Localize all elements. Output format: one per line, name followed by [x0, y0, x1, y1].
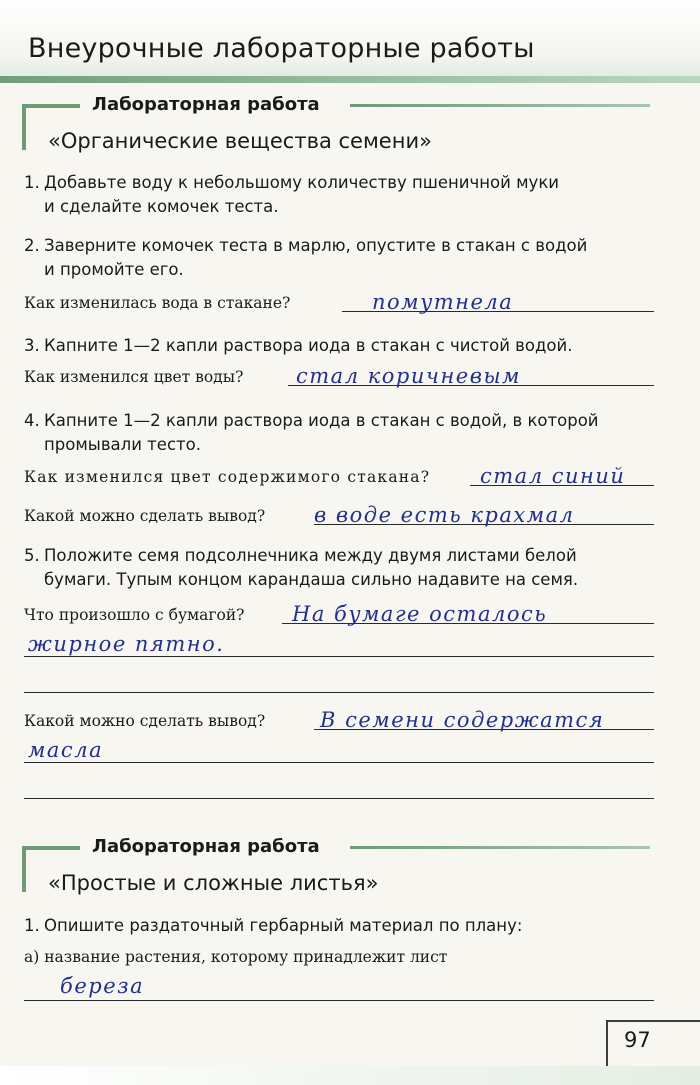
lab1-task-3	[24, 334, 656, 358]
answer-line-full	[24, 692, 654, 693]
lab1-rule	[350, 104, 650, 107]
answer-line-full	[24, 1000, 654, 1001]
lab1-bracket-horizontal	[22, 104, 80, 108]
lab1-label: Лабораторная работа	[92, 94, 320, 115]
question-text: Что произошло с бумагой?	[24, 606, 245, 624]
task-number: 4.	[24, 411, 40, 430]
lab2-task-1	[24, 914, 656, 938]
answer-line-full	[24, 762, 654, 763]
lab1-question-6	[24, 706, 654, 734]
handwritten-answer-cont: масла	[28, 738, 104, 762]
task-text: Опишите раздаточный гербарный материал по плану:	[44, 916, 523, 935]
task-text: Заверните комочек теста в марлю, опустите в стакан с водой	[44, 236, 588, 255]
answer-line-full	[24, 656, 654, 657]
question-text: Какой можно сделать вывод?	[24, 712, 266, 730]
lab2-subitem-a	[24, 942, 654, 970]
lab1-question-3	[24, 462, 654, 490]
handwritten-answer: помутнела	[372, 290, 514, 314]
task-text: Добавьте воду к небольшому количеству пшеничной муки	[44, 173, 560, 192]
lab1-title: «Органические вещества семени»	[48, 129, 432, 153]
page-number-box	[606, 1020, 700, 1068]
question-text: а) название растения, которому принадлежит лист	[24, 948, 448, 966]
header-rule	[0, 76, 700, 83]
handwritten-answer: стал синий	[480, 464, 626, 488]
task-number: 5.	[24, 546, 40, 565]
lab1-task-2	[24, 234, 656, 282]
handwritten-answer: стал коричневым	[296, 364, 521, 388]
question-text: Как изменилась вода в стакане?	[24, 294, 291, 312]
task-text-cont: и промойте его.	[44, 260, 184, 279]
task-number: 2.	[24, 236, 40, 255]
question-text: Какой можно сделать вывод?	[24, 507, 266, 525]
lab2-bracket-horizontal	[22, 846, 80, 850]
page-title: Внеурочные лабораторные работы	[28, 33, 535, 64]
handwritten-answer: береза	[60, 974, 145, 998]
task-number: 3.	[24, 336, 40, 355]
lab1-question-5	[24, 600, 654, 628]
task-text-cont: и сделайте комочек теста.	[44, 197, 279, 216]
lab1-question-1	[24, 288, 654, 316]
lab1-question-4	[24, 501, 654, 529]
page-header	[0, 0, 700, 80]
footer-band	[0, 1066, 700, 1085]
page-number: 97	[624, 1028, 651, 1052]
lab2-bracket-vertical	[22, 846, 26, 892]
lab2-label: Лабораторная работа	[92, 836, 320, 857]
task-text-cont: промывали тесто.	[44, 435, 201, 454]
lab2-rule	[350, 846, 650, 849]
lab2-title: «Простые и сложные листья»	[48, 871, 379, 895]
task-number: 1.	[24, 173, 40, 192]
answer-line-full	[24, 798, 654, 799]
task-number: 1.	[24, 916, 40, 935]
question-text: Как изменился цвет воды?	[24, 368, 244, 386]
task-text: Положите семя подсолнечника между двумя листами белой	[44, 546, 577, 565]
task-text: Капните 1—2 капли раствора иода в стакан с водой, в которой	[44, 411, 599, 430]
task-text-cont: бумаги. Тупым концом карандаша сильно надавите на семя.	[44, 570, 579, 589]
handwritten-answer: В семени содержатся	[320, 708, 605, 732]
lab1-task-5	[24, 544, 656, 592]
lab1-bracket-vertical	[22, 104, 26, 150]
handwritten-answer-cont: жирное пятно.	[28, 632, 225, 656]
lab1-question-2	[24, 362, 654, 390]
lab1-task-1	[24, 171, 656, 219]
task-text: Капните 1—2 капли раствора иода в стакан с чистой водой.	[44, 336, 573, 355]
handwritten-answer: в воде есть крахмал	[314, 503, 575, 527]
lab1-task-4	[24, 409, 656, 457]
question-text: Как изменился цвет содержимого стакана?	[24, 468, 431, 486]
handwritten-answer: На бумаге осталось	[292, 602, 548, 626]
